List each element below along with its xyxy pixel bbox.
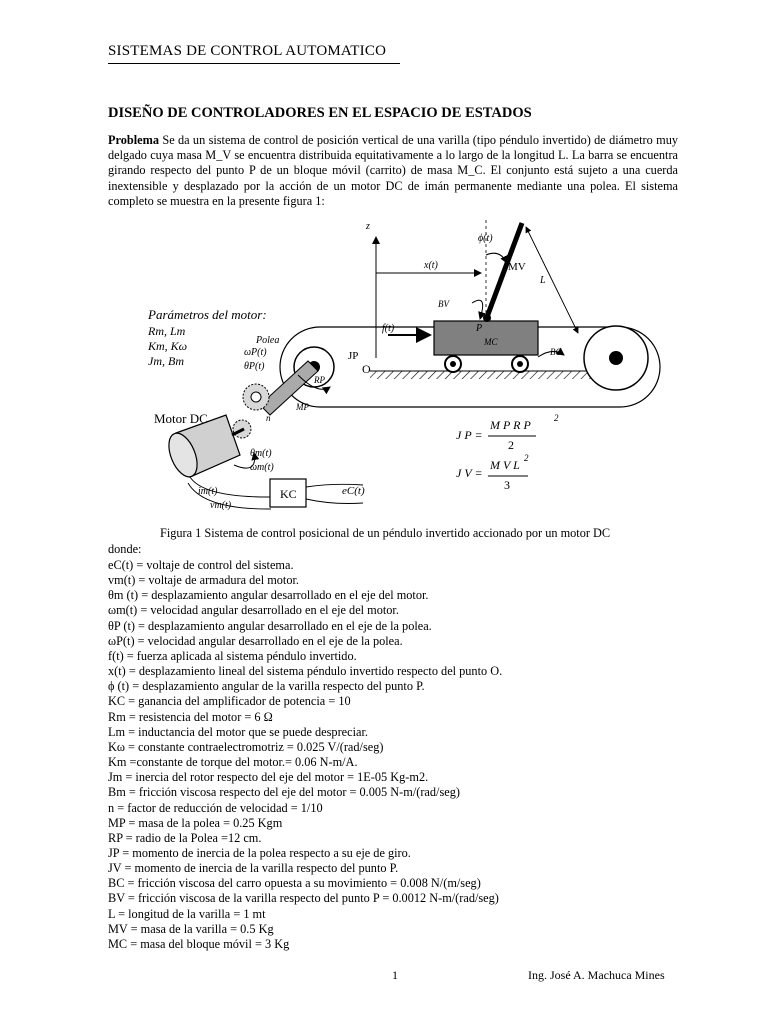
eq-jp-num: M P R P — [490, 418, 531, 432]
param-line: BV = fricción viscosa de la varilla respecto del punto P = 0.0012 N-m/(rad/seg) — [108, 891, 499, 906]
pivot-point — [483, 314, 491, 322]
figure-caption: Figura 1 Sistema de control posicional de un péndulo invertido accionado por un motor DC — [160, 526, 611, 540]
label-motor-params: Parámetros del motor: — [148, 307, 267, 322]
label-p: P — [476, 323, 483, 334]
param-line: JV = momento de inercia de la varilla respecto del punto P. — [108, 861, 399, 876]
parameter-list — [108, 558, 708, 952]
param-line: vm(t) = voltaje de armadura del motor. — [108, 573, 299, 588]
param-line: θm (t) = desplazamiento angular desarrollado en el eje del motor. — [108, 588, 429, 603]
param-line: Kω = constante contraelectromotriz = 0.025 V/(rad/seg) — [108, 739, 384, 754]
param-line: MP = masa de la polea = 0.25 Kgm — [108, 815, 283, 830]
param-line: f(t) = fuerza aplicada al sistema péndulo invertido. — [108, 648, 357, 663]
param-line: JP = momento de inercia de la polea respecto a su eje de giro. — [108, 845, 411, 860]
label-kc: KC — [280, 487, 297, 501]
figure-1-diagram — [108, 215, 668, 520]
param-line: x(t) = desplazamiento lineal del sistema péndulo invertido respecto del punto O. — [108, 664, 503, 679]
param-line: MC = masa del bloque móvil = 3 Kg — [108, 936, 290, 951]
donde-label: donde: — [108, 542, 142, 556]
param-line: Rm = resistencia del motor = 6 Ω — [108, 709, 273, 724]
label-z: z — [366, 221, 370, 232]
label-mc: MC — [484, 337, 498, 347]
param-line: Km =constante de torque del motor.= 0.06 N-m/A. — [108, 755, 358, 770]
param-line: BC = fricción viscosa del carro opuesta a su movimiento = 0.008 N/(m/seg) — [108, 876, 481, 891]
label-o: O — [362, 362, 371, 376]
param-line: ϕ (t) = desplazamiento angular de la varilla respecto del punto P. — [108, 679, 425, 694]
label-bv: BV — [438, 299, 449, 309]
footer-author: Ing. José A. Machuca Mines — [528, 968, 665, 982]
right-pulley-wheel — [584, 326, 648, 390]
page-header: SISTEMAS DE CONTROL AUTOMATICO — [108, 43, 400, 64]
label-n: n — [266, 413, 271, 423]
label-rp: RP — [314, 375, 325, 385]
label-mv: MV — [508, 261, 526, 273]
param-line: eC(t) = voltaje de control del sistema. — [108, 558, 294, 572]
label-vm: vm(t) — [210, 500, 232, 511]
page-number: 1 — [392, 968, 398, 982]
eq-jv-num: M V L — [490, 458, 520, 472]
param-line: L = longitud de la varilla = 1 mt — [108, 906, 266, 921]
param-line: KC = ganancia del amplificador de potencia = 10 — [108, 694, 351, 709]
eq-jv-exp: 2 — [524, 453, 529, 463]
eq-jp-exp: 2 — [554, 413, 559, 423]
param-line: MV = masa de la varilla = 0.5 Kg — [108, 921, 274, 936]
label-motor-p2: Km, Kω — [148, 339, 188, 353]
label-mp: MP — [296, 402, 309, 412]
label-ft: f(t) — [382, 323, 395, 334]
label-theta-p: θP(t) — [244, 361, 265, 372]
label-im: im(t) — [198, 486, 218, 497]
label-ec: eC(t) — [342, 485, 365, 497]
eq-jp-den: 2 — [508, 438, 514, 452]
label-motor-p3: Jm, Bm — [148, 354, 184, 368]
param-line: θP (t) = desplazamiento angular desarrollado en el eje de la polea. — [108, 618, 432, 633]
eq-jp-lhs: J P = — [456, 428, 483, 442]
label-l: L — [540, 275, 546, 286]
label-omega-m: ωm(t) — [250, 462, 274, 473]
eq-jv-lhs: J V = — [456, 466, 483, 480]
inertia-equations — [456, 413, 559, 492]
label-phi: ϕ(t) — [478, 233, 493, 244]
problem-paragraph — [108, 133, 678, 209]
param-line: RP = radio de la Polea =12 cm. — [108, 830, 262, 845]
problem-label: Problema — [108, 133, 160, 147]
motor-shaft — [233, 361, 318, 438]
param-line: Bm = fricción viscosa respecto del eje del motor = 0.005 N-m/(rad/seg) — [108, 785, 460, 800]
param-line: n = factor de reducción de velocidad = 1/10 — [108, 800, 323, 815]
label-theta-m: θm(t) — [250, 448, 272, 459]
label-bc: BC — [550, 347, 562, 357]
label-jp: JP — [348, 350, 359, 362]
label-polea: Polea — [256, 335, 280, 346]
label-omega-p: ωP(t) — [244, 347, 267, 358]
label-motor-dc: Motor DC — [154, 411, 208, 426]
param-line: Lm = inductancia del motor que se puede despreciar. — [108, 724, 368, 739]
label-xt: x(t) — [424, 260, 438, 271]
param-line: ωm(t) = velocidad angular desarrollado en el eje del motor. — [108, 603, 399, 618]
problem-text: Se da un sistema de control de posición vertical de una varilla (tipo péndulo invertido) de diámetro muy delgado cuya masa M_V se encuentra distribuida equitativamente a lo largo de la longitud L. La barra se encuentra girando respecto del punto P de un bloque móvil (carrito) de masa M_C. El conjunto está sujeto a una cuerda inextensible y desplazado por la acción de un motor DC de imán permanente mediante una polea. El sistema completo se muestra en la presente figura 1: — [108, 133, 678, 208]
param-line: ωP(t) = velocidad angular desarrollado en el eje de la polea. — [108, 633, 403, 648]
section-title: DISEÑO DE CONTROLADORES EN EL ESPACIO DE ESTADOS — [108, 105, 532, 121]
eq-jv-den: 3 — [504, 478, 510, 492]
param-line: Jm = inercia del rotor respecto del eje del motor = 1E-05 Kg-m2. — [108, 770, 429, 785]
label-motor-p1: Rm, Lm — [148, 324, 186, 338]
